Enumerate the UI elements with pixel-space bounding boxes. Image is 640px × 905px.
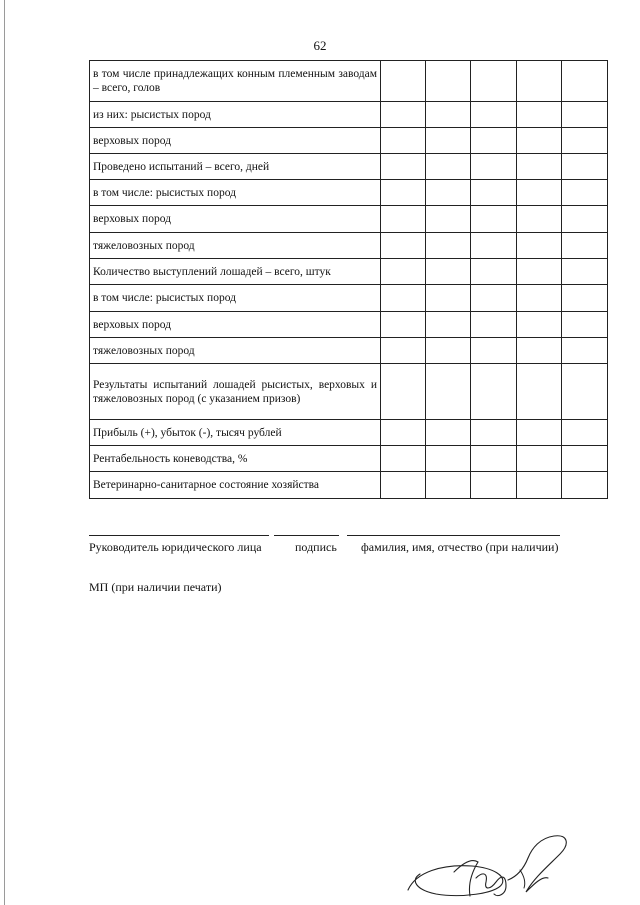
value-cell[interactable] (471, 206, 517, 233)
value-cell[interactable] (471, 285, 517, 312)
value-cell[interactable] (381, 338, 426, 364)
value-cell[interactable] (426, 61, 471, 102)
value-cell[interactable] (426, 102, 471, 128)
value-cell[interactable] (381, 154, 426, 180)
value-cell[interactable] (471, 364, 517, 420)
value-cell[interactable] (381, 446, 426, 472)
table-row (90, 420, 608, 446)
row-label: в том числе принадлежащих конным племенным заводам – всего, голов (90, 61, 381, 102)
value-cell[interactable] (562, 259, 608, 285)
value-cell[interactable] (517, 472, 562, 499)
value-cell[interactable] (426, 420, 471, 446)
value-cell[interactable] (426, 233, 471, 259)
value-cell[interactable] (562, 420, 608, 446)
value-cell[interactable] (381, 472, 426, 499)
value-cell[interactable] (517, 259, 562, 285)
table-row (90, 180, 608, 206)
value-cell[interactable] (562, 154, 608, 180)
table-row (90, 472, 608, 499)
value-cell[interactable] (471, 128, 517, 154)
value-cell[interactable] (381, 285, 426, 312)
value-cell[interactable] (562, 364, 608, 420)
value-cell[interactable] (517, 206, 562, 233)
value-cell[interactable] (562, 61, 608, 102)
value-cell[interactable] (381, 206, 426, 233)
value-cell[interactable] (517, 446, 562, 472)
value-cell[interactable] (562, 102, 608, 128)
page-edge-line (4, 0, 5, 905)
table-row (90, 102, 608, 128)
row-label: Результаты испытаний лошадей рысистых, верховых и тяжеловозных пород (с указанием призов) (90, 364, 381, 420)
signature-line (274, 535, 339, 536)
value-cell[interactable] (471, 259, 517, 285)
name-label: фамилия, имя, отчество (при наличии) (361, 540, 559, 554)
value-cell[interactable] (517, 128, 562, 154)
value-cell[interactable] (517, 285, 562, 312)
value-cell[interactable] (426, 206, 471, 233)
row-label: Количество выступлений лошадей – всего, штук (90, 259, 381, 285)
value-cell[interactable] (562, 233, 608, 259)
value-cell[interactable] (381, 312, 426, 338)
row-label: верховых пород (90, 312, 381, 338)
table-row (90, 364, 608, 420)
row-label: в том числе: рысистых пород (90, 180, 381, 206)
value-cell[interactable] (471, 61, 517, 102)
value-cell[interactable] (471, 102, 517, 128)
row-label: в том числе: рысистых пород (90, 285, 381, 312)
row-label: Рентабельность коневодства, % (90, 446, 381, 472)
value-cell[interactable] (426, 364, 471, 420)
value-cell[interactable] (426, 285, 471, 312)
value-cell[interactable] (381, 259, 426, 285)
row-label: из них: рысистых пород (90, 102, 381, 128)
head-label: Руководитель юридического лица (89, 540, 262, 554)
head-signature-line (89, 535, 269, 536)
table-row (90, 154, 608, 180)
table-row (90, 233, 608, 259)
value-cell[interactable] (471, 338, 517, 364)
value-cell[interactable] (562, 446, 608, 472)
value-cell[interactable] (381, 102, 426, 128)
value-cell[interactable] (381, 420, 426, 446)
row-label: Прибыль (+), убыток (-), тысяч рублей (90, 420, 381, 446)
value-cell[interactable] (426, 472, 471, 499)
value-cell[interactable] (517, 364, 562, 420)
value-cell[interactable] (562, 312, 608, 338)
value-cell[interactable] (471, 312, 517, 338)
value-cell[interactable] (517, 312, 562, 338)
table-row (90, 338, 608, 364)
signature-lines (89, 535, 607, 537)
value-cell[interactable] (562, 285, 608, 312)
table-row (90, 285, 608, 312)
value-cell[interactable] (562, 338, 608, 364)
name-signature-line (347, 535, 560, 536)
value-cell[interactable] (381, 128, 426, 154)
table-row (90, 206, 608, 233)
value-cell[interactable] (562, 472, 608, 499)
value-cell[interactable] (562, 128, 608, 154)
value-cell[interactable] (471, 420, 517, 446)
report-table (89, 60, 608, 499)
table-row (90, 312, 608, 338)
page-number: 62 (313, 38, 327, 53)
value-cell[interactable] (426, 446, 471, 472)
row-label: тяжеловозных пород (90, 338, 381, 364)
value-cell[interactable] (562, 180, 608, 206)
table-row (90, 259, 608, 285)
value-cell[interactable] (517, 420, 562, 446)
value-cell[interactable] (517, 102, 562, 128)
value-cell[interactable] (426, 128, 471, 154)
row-label: верховых пород (90, 128, 381, 154)
table-row (90, 128, 608, 154)
value-cell[interactable] (471, 154, 517, 180)
value-cell[interactable] (517, 154, 562, 180)
stamp-note: МП (при наличии печати) (89, 580, 222, 594)
value-cell[interactable] (471, 180, 517, 206)
value-cell[interactable] (381, 364, 426, 420)
signature-label: подпись (295, 540, 337, 554)
value-cell[interactable] (426, 259, 471, 285)
value-cell[interactable] (517, 61, 562, 102)
value-cell[interactable] (517, 233, 562, 259)
value-cell[interactable] (426, 312, 471, 338)
value-cell[interactable] (562, 206, 608, 233)
value-cell[interactable] (426, 180, 471, 206)
value-cell[interactable] (517, 180, 562, 206)
table-row (90, 61, 608, 102)
value-cell[interactable] (471, 472, 517, 499)
value-cell[interactable] (381, 233, 426, 259)
row-label: верховых пород (90, 206, 381, 233)
value-cell[interactable] (517, 338, 562, 364)
value-cell[interactable] (426, 338, 471, 364)
value-cell[interactable] (381, 180, 426, 206)
value-cell[interactable] (426, 154, 471, 180)
table-row (90, 446, 608, 472)
value-cell[interactable] (471, 233, 517, 259)
row-label: Проведено испытаний – всего, дней (90, 154, 381, 180)
row-label: тяжеловозных пород (90, 233, 381, 259)
handwritten-signature (402, 832, 582, 900)
row-label: Ветеринарно-санитарное состояние хозяйства (90, 472, 381, 499)
value-cell[interactable] (381, 61, 426, 102)
value-cell[interactable] (471, 446, 517, 472)
